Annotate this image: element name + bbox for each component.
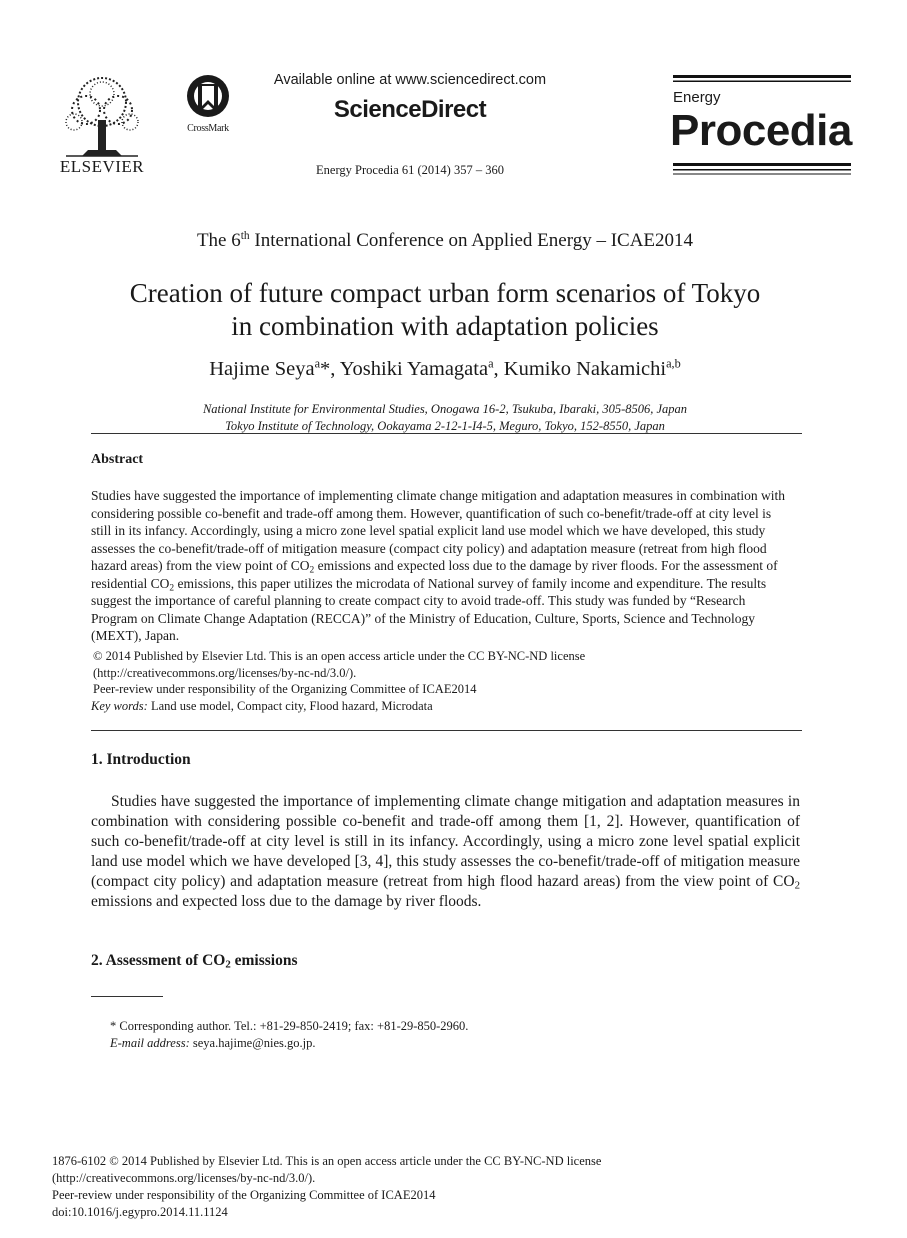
subscript: 2 (169, 582, 175, 593)
subscript: 2 (309, 565, 315, 576)
section-heading-introduction: 1. Introduction (91, 751, 191, 768)
abstract-part-2: emissions and expected loss due to the damage by river floods. For the assessment of residential CO (91, 558, 778, 591)
email-line (110, 1035, 810, 1052)
corresponding-author: * Corresponding author. Tel.: +81-29-850-2419; fax: +81-29-850-2960. (110, 1019, 469, 1033)
intro-part-2: emissions and expected loss due to the damage by river floods. (91, 893, 482, 910)
author-sep: , (493, 358, 504, 380)
publisher-name: ELSEVIER (59, 157, 145, 176)
abstract-heading: Abstract (91, 452, 144, 467)
peer-review-line: Peer-review under responsibility of the Organizing Committee of ICAE2014 (52, 1188, 436, 1202)
journal-citation: Energy Procedia 61 (2014) 357 – 360 (316, 163, 504, 177)
crossmark-icon (180, 74, 236, 118)
corresponding-mark: * (320, 358, 331, 380)
footnote (110, 1018, 810, 1052)
issn-license: 1876-6102 © 2014 Published by Elsevier Ltd. This is an open access article under the CC BY-NC-ND license (52, 1154, 602, 1168)
sciencedirect-brand: ScienceDirect (333, 96, 487, 123)
conference-prefix: The 6 (196, 230, 241, 251)
introduction-paragraph (91, 792, 800, 912)
paper-title (70, 277, 820, 343)
license-block (91, 648, 791, 714)
crossmark-logo[interactable] (180, 74, 236, 134)
title-line-2: in combination with adaptation policies (231, 311, 659, 341)
sec2-heading-post: emissions (230, 952, 298, 969)
affiliation-b: Tokyo Institute of Technology, Ookayama 2-12-1-I4-5, Meguro, Tokyo, 152-8550, Japan (225, 418, 665, 433)
procedia-bottom-rule-icon (673, 163, 851, 177)
divider (91, 433, 802, 434)
energy-procedia-wordmark: Procedia (670, 106, 852, 155)
affiliation-a: National Institute for Environmental Studies, Onogawa 16-2, Tsukuba, Ibaraki, 305-8506, Japan (202, 402, 688, 416)
keywords (91, 698, 791, 715)
keywords-list: Land use model, Compact city, Flood hazard, Microdata (147, 698, 433, 713)
license-url-link[interactable]: (http://creativecommons.org/licenses/by-nc-nd/3.0/). (52, 1171, 316, 1185)
title-line-1: Creation of future compact urban form scenarios of Tokyo (129, 278, 761, 308)
author-1-affil: a (314, 356, 321, 371)
energy-procedia-energy: Energy (673, 89, 721, 106)
author-3-affil: a,b (666, 356, 681, 371)
author-list (90, 358, 800, 381)
author-3: Kumiko Nakamichi (503, 358, 667, 380)
doi-link[interactable]: doi:10.1016/j.egypro.2014.11.1124 (52, 1205, 228, 1219)
conference-suffix: International Conference on Applied Energy – ICAE2014 (249, 230, 694, 251)
conference-ordinal: th (240, 230, 250, 243)
footnote-rule (91, 996, 163, 997)
available-online-text: Available online at www.sciencedirect.com (273, 72, 547, 88)
author-2: Yoshiki Yamagata (339, 358, 489, 380)
author-2-affil: a (488, 356, 494, 371)
abstract-part-1: Studies have suggested the importance of implementing climate change mitigation and adaptation measures in combination with considering possible co-benefit and trade-off among them. However, quantification of such co-benefit/trade-off at city level is still in its infancy. Accordingly, using a micro zone level spatial explicit land use model which we have developed, this study assesses the co-benefit/trade-off of mitigation measure (compact city policy) and adaptation measure (retreat from high flood hazard areas) from the view point of CO (91, 488, 785, 573)
email-label: E-mail address: (110, 1036, 190, 1050)
sec2-heading-pre: 2. Assessment of CO (91, 952, 226, 969)
license-url-link[interactable]: (http://creativecommons.org/licenses/by-nc-nd/3.0/). (93, 665, 357, 680)
affiliations (90, 401, 800, 434)
divider (91, 730, 802, 731)
abstract-body (91, 487, 788, 645)
author-1: Hajime Seya (209, 358, 315, 380)
abstract-part-3: emissions, this paper utilizes the microdata of National survey of family income and expenditure. The results suggest the importance of careful planning to create compact city to avoid trade-off. This study was funded by “Research Program on Climate Change Adaptation (RECCA)” of the Ministry of Education, Culture, Sports, Science and Technology (MEXT), Japan. (91, 575, 767, 643)
author-sep: , (330, 358, 340, 380)
subscript: 2 (225, 958, 231, 971)
license-line: © 2014 Published by Elsevier Ltd. This is an open access article under the CC BY-NC-ND license (93, 649, 586, 663)
keywords-label: Key words: (91, 698, 148, 713)
conference-name (90, 230, 800, 252)
crossmark-label: CrossMark (187, 123, 229, 134)
bottom-license (52, 1153, 852, 1221)
subscript: 2 (794, 879, 800, 892)
intro-part-1: Studies have suggested the importance of implementing climate change mitigation and adaptation measures in combination with considering possible co-benefit and trade-off among them [1, 2]. However, quantification of such co-benefit/trade-off at city level is still in its infancy. Accordingly, using a micro zone level spatial explicit land use model which we have developed [3, 4], this study assesses the co-benefit/trade-off of mitigation measure (compact city policy) and adaptation measure (retreat from high flood hazard areas) from the view point of CO (91, 793, 800, 890)
email-address[interactable]: seya.hajime@nies.go.jp. (189, 1036, 316, 1050)
peer-review-line: Peer-review under responsibility of the Organizing Committee of ICAE2014 (93, 682, 477, 696)
section-heading-co2 (91, 952, 298, 970)
procedia-top-rule-icon (673, 75, 851, 83)
